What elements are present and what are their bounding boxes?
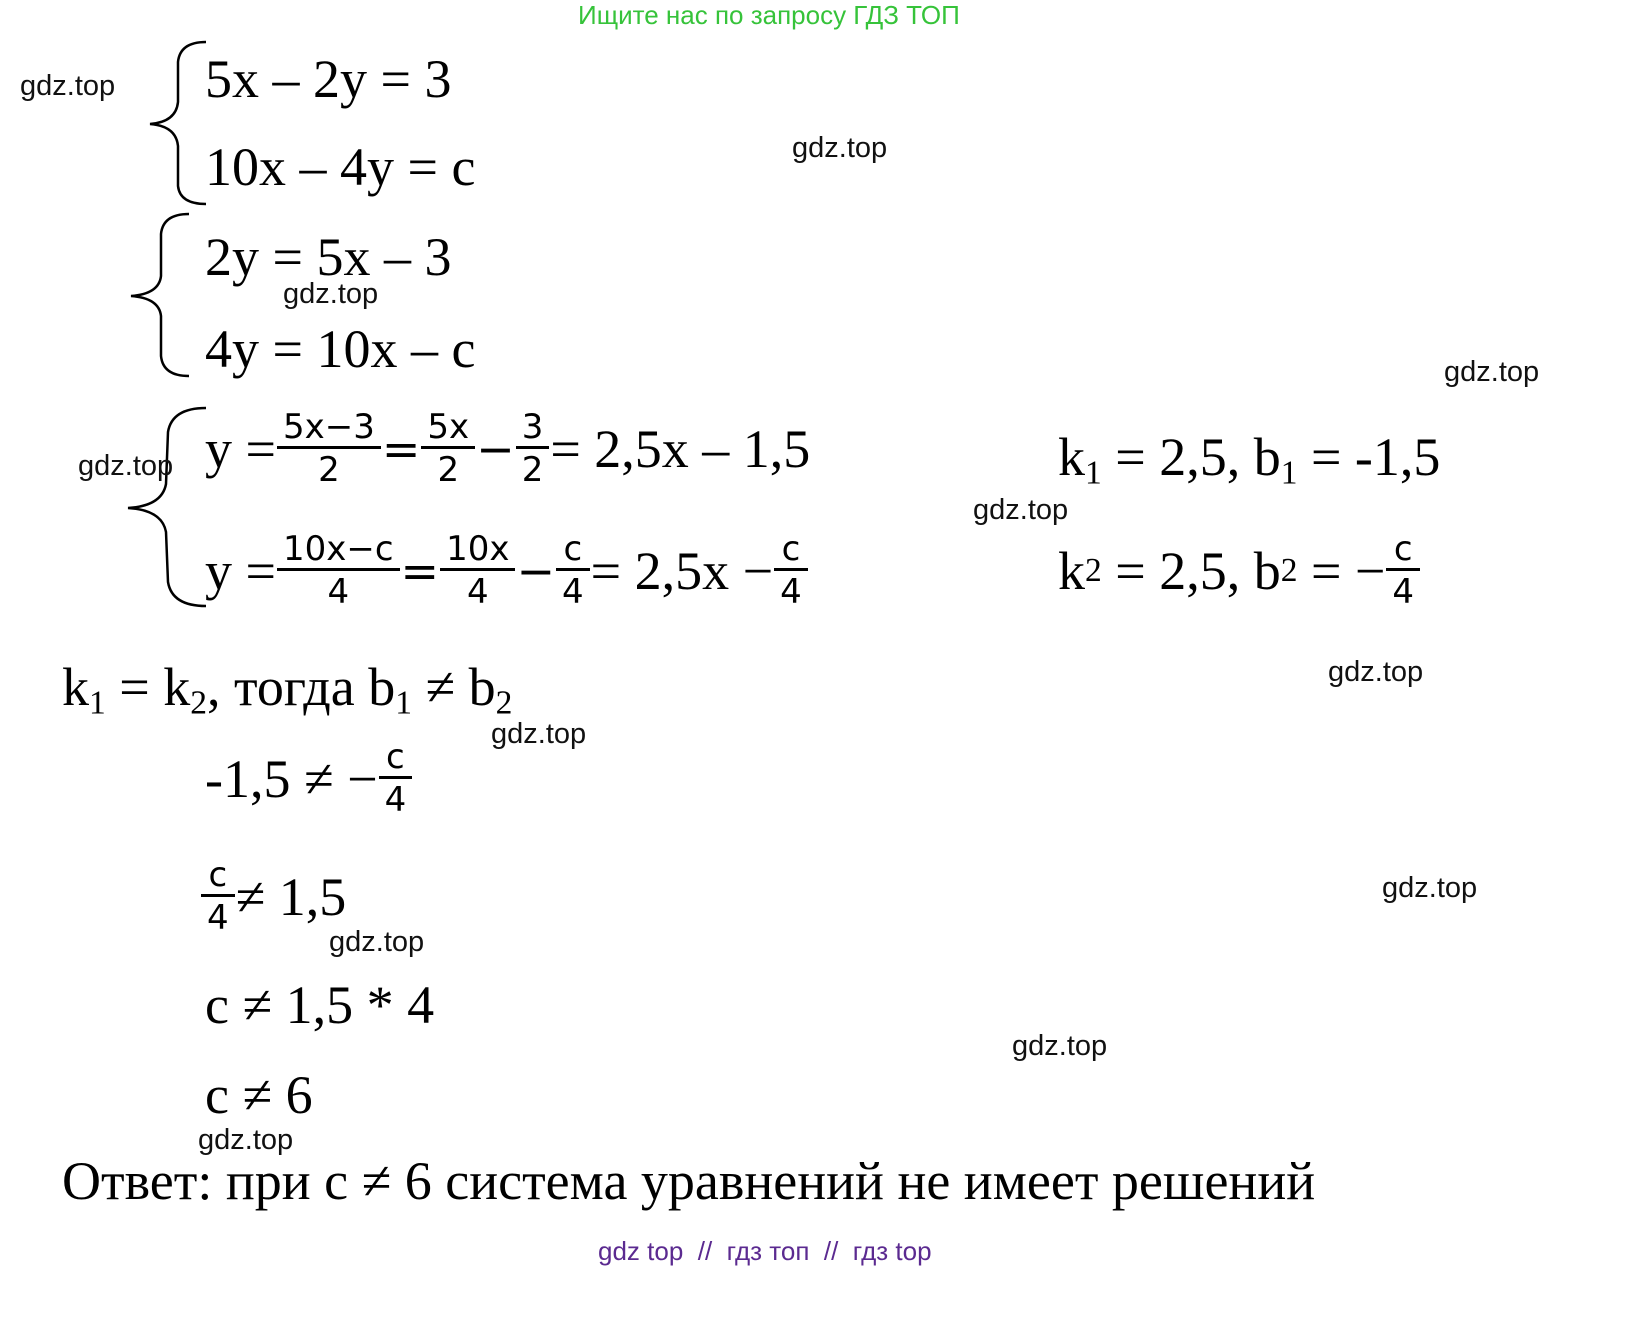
fraction: $\frac{5x}{2}$ xyxy=(424,410,472,487)
top-banner: Ищите нас по запросу ГДЗ ТОП xyxy=(578,0,960,30)
step-4: c ≠ 6 xyxy=(205,1065,313,1125)
watermark: gdz.top xyxy=(198,1124,294,1156)
answer-line: Ответ: при c ≠ 6 система уравнений не имеет решений xyxy=(62,1151,1316,1211)
system-brace-3 xyxy=(122,404,212,610)
step-2: $\frac{c}{4}$ ≠ 1,5 xyxy=(200,858,346,935)
watermark: gdz.top xyxy=(78,450,174,482)
system1-eq2: 10x – 4y = c xyxy=(205,137,476,197)
coefficients-row2: k 2 = 2,5, b 2 = − $\frac{c}{4}$ xyxy=(1058,532,1421,609)
fraction: $\frac{3}{2}$ xyxy=(519,410,547,487)
fraction: $\frac{5x-3}{2}$ xyxy=(280,410,378,487)
fraction: $\frac{10x}{4}$ xyxy=(443,532,512,609)
fraction: $\frac{c}{4}$ xyxy=(777,532,805,609)
watermark: gdz.top xyxy=(1012,1030,1108,1062)
condition-line: $k_1 = k_2$, тогда $b_1 \ne b_2$ xyxy=(62,657,513,722)
system3-line1: y = $\frac{5x-3}{2}$ = $\frac{5x}{2}$ − $\frac{3}{2}$ = 2,5x – 1,5 xyxy=(205,407,811,490)
watermark: gdz.top xyxy=(792,132,888,164)
system1-eq1: 5x – 2y = 3 xyxy=(205,49,452,109)
watermark: gdz.top xyxy=(1382,872,1478,904)
step-1: -1,5 ≠ − $\frac{c}{4}$ xyxy=(205,740,413,817)
fraction: $\frac{c}{4}$ xyxy=(382,740,410,817)
fraction: $\frac{c}{4}$ xyxy=(559,532,587,609)
footer-links: gdz top // гдз топ // гдз top xyxy=(598,1236,932,1266)
step-3: c ≠ 1,5 * 4 xyxy=(205,975,435,1035)
system-brace-2 xyxy=(125,210,195,380)
system2-eq2: 4y = 10x – c xyxy=(205,319,476,379)
watermark: gdz.top xyxy=(283,278,379,310)
watermark: gdz.top xyxy=(1328,656,1424,688)
watermark: gdz.top xyxy=(329,926,425,958)
fraction: $\frac{c}{4}$ xyxy=(204,858,232,935)
fraction: $\frac{c}{4}$ xyxy=(1389,532,1417,609)
watermark: gdz.top xyxy=(973,494,1069,526)
watermark: gdz.top xyxy=(20,70,116,102)
system2-eq1: 2y = 5x – 3 xyxy=(205,227,452,287)
fraction: $\frac{10x-c}{4}$ xyxy=(280,532,397,609)
coefficients-row1: $k_1 = 2,5$, $b_1 = -1,5$ xyxy=(1058,427,1441,492)
system3-line2: y = $\frac{10x-c}{4}$ = $\frac{10x}{4}$ − $\frac{c}{4}$ = 2,5x − $\frac{c}{4}$ xyxy=(205,532,809,609)
watermark: gdz.top xyxy=(1444,356,1540,388)
watermark: gdz.top xyxy=(491,718,587,750)
system-brace-1 xyxy=(140,38,210,208)
